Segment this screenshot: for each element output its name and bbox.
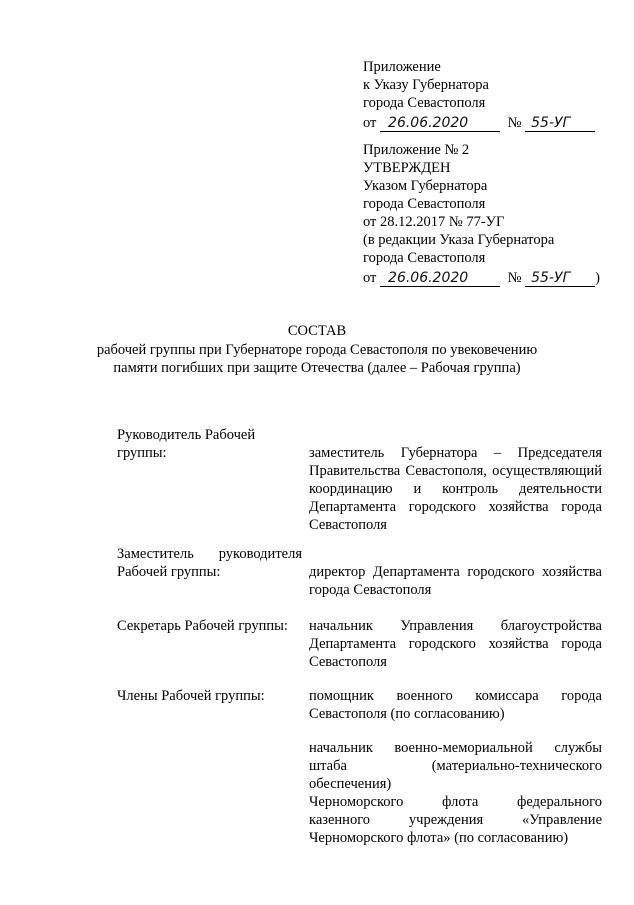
- member-description: [309, 687, 602, 723]
- desc-line: Севастополя (по согласованию): [309, 706, 505, 722]
- member-description: [309, 617, 602, 671]
- desc-line: начальник Управления благоустройства: [309, 618, 602, 634]
- title-heading: СОСТАВ: [287, 323, 347, 339]
- closing-paren: ): [595, 270, 600, 286]
- handwritten-date: 26.06.2020: [380, 116, 500, 132]
- handwritten-number: 55-УГ: [525, 116, 595, 132]
- annex-date-line: [363, 269, 623, 287]
- desc-line: начальник военно-мемориальной службы: [309, 740, 602, 756]
- number-prefix: №: [507, 115, 522, 131]
- role-line: группы:: [117, 445, 167, 461]
- annex-line: к Указу Губернатора: [363, 77, 489, 93]
- role-line: Заместитель руководителя: [117, 546, 302, 562]
- handwritten-number: 55-УГ: [525, 271, 595, 287]
- desc-line: Департамента городского хозяйства города: [309, 499, 602, 515]
- annex-line: Указом Губернатора: [363, 178, 488, 194]
- member-role: [117, 545, 302, 581]
- role-line: Члены Рабочей группы:: [117, 688, 265, 704]
- desc-line: Черноморского флота» (по согласованию): [309, 830, 569, 846]
- desc-line: штаба (материально-технического обеспечения): [309, 758, 602, 792]
- annex-line: УТВЕРЖДЕН: [363, 160, 451, 176]
- title-line: рабочей группы при Губернаторе города Севастополя по увековечению: [96, 342, 538, 358]
- number-prefix: №: [507, 270, 522, 286]
- desc-line: Черноморского флота федерального: [309, 794, 602, 810]
- annex-line: города Севастополя: [363, 250, 486, 266]
- role-line: Руководитель Рабочей: [117, 427, 256, 443]
- role-line: Секретарь Рабочей группы:: [117, 618, 288, 634]
- annex-block-1: [363, 58, 623, 132]
- desc-line: Правительства Севастополя, осуществляющий: [309, 463, 602, 479]
- document-title: [0, 322, 634, 377]
- member-description: [309, 563, 602, 599]
- desc-line: Севастополя: [309, 517, 387, 533]
- desc-line: города Севастополя: [309, 582, 432, 598]
- member-role: [117, 687, 302, 705]
- desc-line: координацию и контроль деятельности: [309, 481, 602, 497]
- annex-line: Приложение № 2: [363, 142, 470, 158]
- desc-line: директор Департамента городского хозяйства: [309, 564, 602, 580]
- annex-line: (в редакции Указа Губернатора: [363, 232, 555, 248]
- date-prefix: от: [363, 115, 377, 131]
- annex-line: города Севастополя: [363, 95, 486, 111]
- annex-date-line: [363, 114, 623, 132]
- desc-line: помощник военного комиссара города: [309, 688, 602, 704]
- title-line: памяти погибших при защите Отечества (далее – Рабочая группа): [113, 360, 521, 376]
- annex-line: города Севастополя: [363, 196, 486, 212]
- handwritten-date: 26.06.2020: [380, 271, 500, 287]
- member-role: [117, 617, 302, 635]
- date-prefix: от: [363, 270, 377, 286]
- member-description: [309, 739, 602, 847]
- annex-line: от 28.12.2017 № 77-УГ: [363, 214, 505, 230]
- desc-line: казенного учреждения «Управление: [309, 812, 602, 828]
- desc-line: заместитель Губернатора – Председателя: [309, 445, 602, 461]
- role-line: Рабочей группы:: [117, 564, 221, 580]
- annex-block-2: [363, 141, 623, 287]
- member-role: [117, 426, 302, 462]
- annex-line: Приложение: [363, 59, 441, 75]
- member-description: [309, 444, 602, 534]
- desc-line: Департамента городского хозяйства города: [309, 636, 602, 652]
- desc-line: Севастополя: [309, 654, 387, 670]
